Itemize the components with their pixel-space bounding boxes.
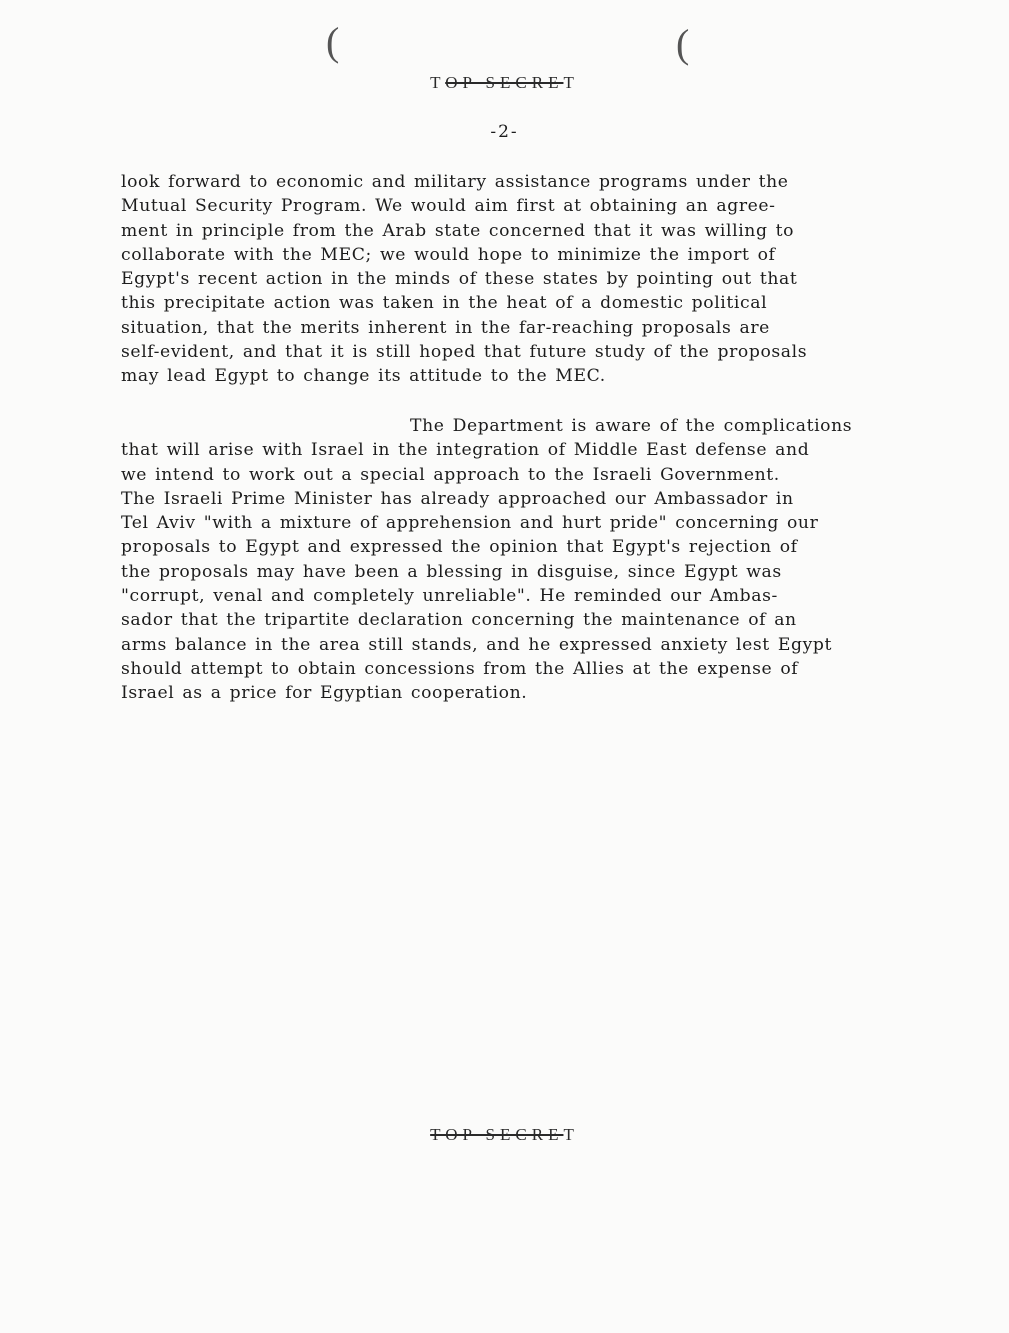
text-line: "corrupt, venal and completely unreliable". He reminded our Ambas- <box>121 586 778 607</box>
classification-struck-text: TOP SECRE <box>430 1125 564 1144</box>
page-number: -2- <box>490 122 519 142</box>
classification-letter: T <box>430 73 446 92</box>
text-line: situation, that the merits inherent in the far-reaching proposals are <box>121 317 770 338</box>
text-line: The Department is aware of the complications <box>410 416 853 436</box>
text-line: that will arise with Israel in the integration of Middle East defense and <box>121 440 810 461</box>
text-line: Mutual Security Program. We would aim first at obtaining an agree- <box>121 196 776 217</box>
paragraph <box>121 170 891 389</box>
classification-letter: T <box>563 73 579 92</box>
text-line: should attempt to obtain concessions from the Allies at the expense of <box>121 658 799 679</box>
text-line: look forward to economic and military assistance programs under the <box>121 172 789 192</box>
text-line: self-evident, and that it is still hoped that future study of the proposals <box>121 342 808 363</box>
text-line: The Israeli Prime Minister has already approached our Ambassador in <box>121 488 794 509</box>
margin-mark-left: ( <box>326 19 340 64</box>
classification-footer <box>0 1125 1009 1145</box>
text-line: sador that the tripartite declaration concerning the maintenance of an <box>121 610 797 631</box>
text-line: collaborate with the MEC; we would hope to minimize the import of <box>121 244 776 265</box>
text-line: we intend to work out a special approach to the Israeli Government. <box>121 464 780 485</box>
text-line: arms balance in the area still stands, and he expressed anxiety lest Egypt <box>121 634 833 655</box>
text-line: proposals to Egypt and expressed the opinion that Egypt's rejection of <box>121 537 798 558</box>
paragraph <box>121 414 891 706</box>
text-line: Tel Aviv "with a mixture of apprehension and hurt pride" concerning our <box>121 513 819 534</box>
classification-struck-text: OP SECRE <box>445 73 564 92</box>
classification-letter: T <box>563 1125 579 1144</box>
classification-header <box>0 73 1009 93</box>
text-line: the proposals may have been a blessing in disguise, since Egypt was <box>121 561 782 582</box>
text-line: this precipitate action was taken in the heat of a domestic political <box>121 293 768 314</box>
text-line: ment in principle from the Arab state concerned that it was willing to <box>121 220 795 241</box>
text-line: may lead Egypt to change its attitude to the MEC. <box>121 366 606 387</box>
text-line: Israel as a price for Egyptian cooperation. <box>121 683 528 704</box>
text-line: Egypt's recent action in the minds of these states by pointing out that <box>121 269 798 290</box>
margin-mark-right: ( <box>676 21 690 66</box>
